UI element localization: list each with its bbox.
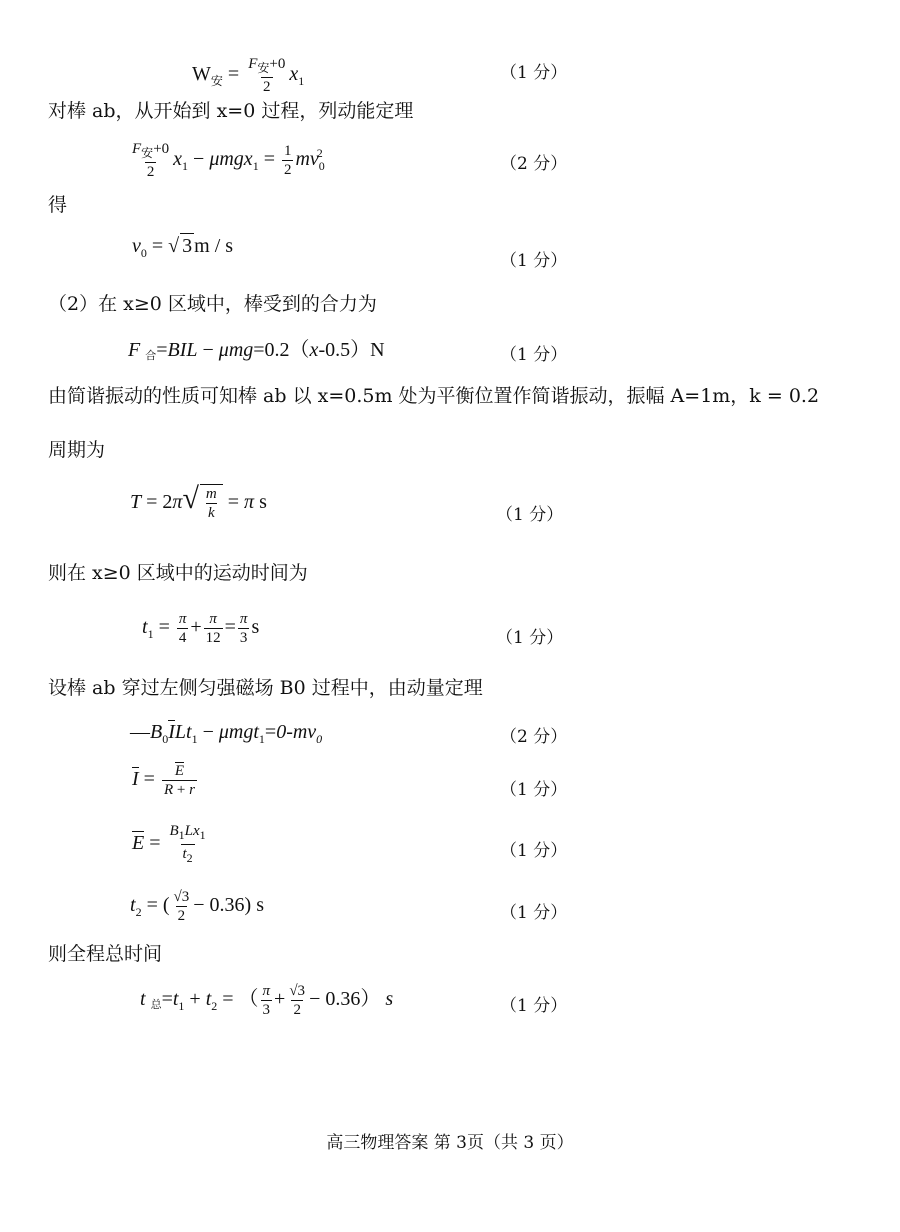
equation-work-ampere: $W_安$ = $\frac{F_安+0}{2}$ $x_1$ (192, 56, 305, 95)
score-6: （1 分） (496, 628, 564, 648)
equation-period: T = 2π√ $\frac{m}{k}$ = π s (130, 482, 267, 521)
score-11: （1 分） (500, 996, 568, 1016)
text-result: 得 (48, 194, 68, 216)
text-kinetic-energy-theorem: 对棒 ab，从开始到 x=0 过程，列动能定理 (48, 100, 414, 122)
text-total-time: 则全程总时间 (48, 943, 163, 965)
page-footer: 高三物理答案 第 3页（共 3 页） (326, 1133, 574, 1153)
text-momentum-theorem: 设棒 ab 穿过左侧匀强磁场 B0 过程中，由动量定理 (48, 677, 483, 699)
score-1: （1 分） (500, 63, 568, 83)
score-5: （1 分） (496, 505, 564, 525)
equation-average-emf: E = $\frac{B_1Lx_1}{t_2}$ (132, 823, 206, 865)
score-9: （1 分） (500, 841, 568, 861)
equation-time-t2: $t_2$ = ( $\frac{√3}{2}$ − 0.36) s (130, 889, 264, 924)
score-2: （2 分） (500, 154, 568, 174)
text-motion-time: 则在 x≥0 区域中的运动时间为 (48, 562, 308, 584)
score-7: （2 分） (500, 727, 568, 747)
equation-total-time: t 总$=t_1 + t_2$ = （ $\frac{\pi}{3}$ + $\frac{√3}{2}$ − 0.36） s (140, 983, 394, 1018)
equation-kinetic-energy: $\frac{F_安+0}{2}$ $x_1 - \mu mgx_1$ = $\frac{1}{2}$ $mv_0^2$ (132, 141, 325, 180)
equation-time-t1: $t_1$ = $\frac{\pi}{4}$ + $\frac{\pi}{12}$ = $\frac{\pi}{3}$ s (142, 611, 260, 646)
equation-average-current: I = $\frac{E}{R + r}$ (132, 763, 195, 798)
score-4: （1 分） (500, 345, 568, 365)
text-period-label: 周期为 (48, 439, 106, 461)
score-10: （1 分） (500, 903, 568, 923)
score-8: （1 分） (500, 780, 568, 800)
equation-net-force: F 合=BIL − μmg=0.2（x-0.5）N (128, 339, 385, 362)
text-shm-property: 由简谐振动的性质可知棒 ab 以 x=0.5m 处为平衡位置作简谐振动，振幅 A=1m，k = 0.2 (48, 385, 820, 407)
equation-initial-velocity: $v_0$ = √ 3 m / s (132, 235, 234, 260)
equation-momentum: $—B_0ILt_1 - \mu mgt_1=0-mv_0$ (130, 721, 323, 746)
score-3: （1 分） (500, 251, 568, 271)
text-part-2: （2）在 x≥0 区域中，棒受到的合力为 (48, 293, 377, 315)
